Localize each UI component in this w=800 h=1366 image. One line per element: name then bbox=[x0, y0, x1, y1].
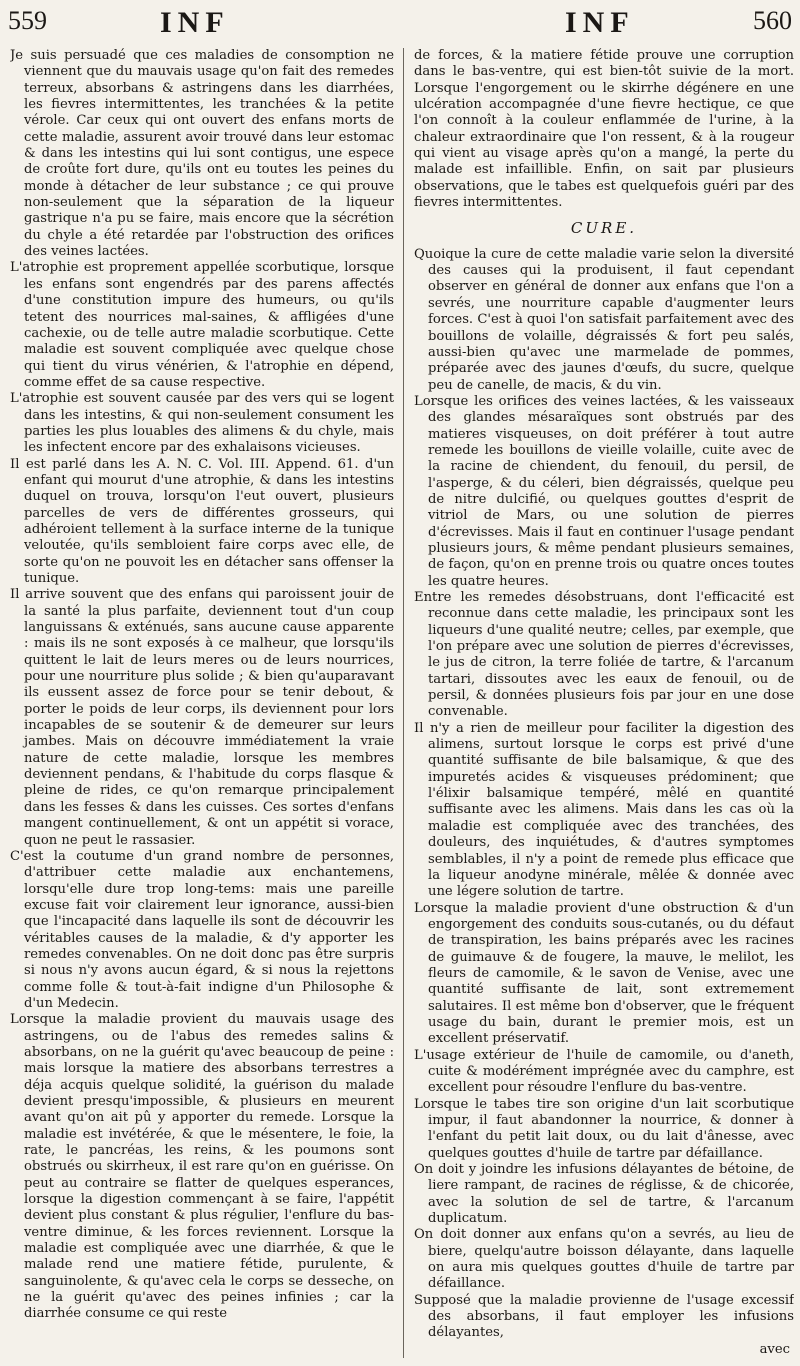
paragraph: C'est la coutume d'un grand nombre de personnes, d'attribuer cette maladie aux enchantemens, lorsqu'elle dure trop long-tems: mais une pareille excuse fait voir clairement leur ignorance, aussi-bien que l'incapacité dans laquelle ils sont de découvrir les véritables causes de la maladie, & d'y apporter les remedes convenables. On ne doit donc pas être surpris si nous n'y avons aucun égard, & si nous la rejettons comme folle & tout-à-fait indigne d'un Philosophe & d'un Medecin. bbox=[10, 848, 394, 1011]
paragraph: Il est parlé dans les A. N. C. Vol. III. Append. 61. d'un enfant qui mourut d'une atrophie, & dans les intestins duquel on trouva, lorsqu'on l'eut ouvert, plusieurs parcelles de vers de différentes grosseurs, qui adhéroient tellement à la surface interne de la tunique veloutée, qu'ils sembloient faire corps avec elle, de sorte qu'on ne pouvoit les en détacher sans offenser la tunique. bbox=[10, 456, 394, 586]
paragraph: Lorsque les orifices des veines lactées, & les vaisseaux des glandes mésaraïques sont obstrués par des matieres visqueuses, on doit préférer à tout autre remede les bouillons de vieille volaille, cuite avec de la racine de chiendent, du fenouil, du persil, de l'asperge, & du céleri, bien dégraissés, quelque peu de nitre dulcifié, ou quelques gouttes d'esprit de vitriol de Mars, ou une solution de pierres d'écrevisses. Mais il faut en continuer l'usage pendant plusieurs jours, & même pendant plusieurs semaines, de façon, qu'on en prenne trois ou quatre onces toutes les quatre heures. bbox=[414, 393, 794, 589]
right-running-head: INF bbox=[565, 6, 635, 39]
page-header bbox=[0, 0, 800, 50]
paragraph: Lorsque la maladie provient d'une obstruction & d'un engorgement des conduits sous-cutanés, ou du défaut de transpiration, les bains préparés avec les racines de guimauve & de fougere, la mauve, le melilot, les fleurs de camomile, & le savon de Venise, avec une quantité suffisante de lait, sont extremement salutaires. Il est même bon d'observer, que le fréquent usage du bain, durant le premier mois, est un excellent préservatif. bbox=[414, 900, 794, 1047]
paragraph: L'atrophie est proprement appellée scorbutique, lorsque les enfans sont engendrés par des parens affectés d'une constitution impure des humeurs, ou qu'ils tetent des nourrices mal-saines, & affligées d'une cachexie, ou de telle autre maladie scorbutique. Cette maladie est souvent compliquée avec quelque chose qui tient du virus vénérien, & l'atrophie en dépend, comme effet de sa cause respective. bbox=[10, 260, 394, 390]
paragraph: On doit y joindre les infusions délayantes de bétoine, de liere rampant, de racines de réglisse, & de chicorée, avec la solution de sel de tartre, & l'arcanum duplicatum. bbox=[414, 1162, 794, 1227]
left-running-head: INF bbox=[160, 6, 230, 39]
section-heading: CURE. bbox=[570, 219, 638, 238]
paragraph: Il n'y a rien de meilleur pour faciliter la digestion des alimens, surtout lorsque le corps est privé d'une quantité suffisante de bile balsamique, & que des impuretés acides & visqueuses prédominent; que l'élixir balsamique tempéré, mêlé en quantité suffisante avec les alimens. Mais dans les cas où la maladie est compliquée avec des tranchées, des douleurs, des inquiétudes, & d'autres symptomes semblables, il n'y a point de remede plus efficace que la liqueur anodyne minérale, mêlée & donnée avec une légere solution de tartre. bbox=[414, 720, 794, 900]
catchword: avec bbox=[759, 1341, 790, 1357]
paragraph: Quoique la cure de cette maladie varie selon la diversité des causes qui la produisent, il faut cependant observer en général de donner aux enfans que l'on a sevrés, une nourriture capable d'augmenter leurs forces. C'est à quoi l'on satisfait parfaitement avec des bouillons de volaille, dégraissés & fort peu salés, aussi-bien qu'avec une marmelade de pommes, préparée avec des jaunes d'œufs, du sucre, quelque peu de canelle, de macis, & du vin. bbox=[414, 246, 794, 393]
paragraph: Je suis persuadé que ces maladies de consomption ne viennent que du mauvais usage qu'on fait des remedes terreux, absorbans & astringens dans les diarrhées, les fievres intermittentes, les tranchées & la petite vérole. Car ceux qui ont ouvert des enfans morts de cette maladie, assurent avoir trouvé dans leur estomac & dans les intestins qui lui sont contigus, une espece de croûte fort dure, qu'ils ont eu toutes les peines du monde à détacher de leur substance ; ce qui prouve non-seulement que la séparation de la liqueur gastrique n'a pu se faire, mais encore que la sécrétion du chyle a été retardée par l'obstruction des orifices des veines lactées. bbox=[10, 48, 394, 260]
left-column bbox=[10, 48, 394, 1358]
paragraph: de forces, & la matiere fétide prouve une corruption dans le bas-ventre, qui est bien-tôt suivie de la mort. Lorsque l'engorgement ou le skirrhe dégénere en une ulcération accompagnée d'une fievre hectique, ce que l'on connoît à la couleur enflammée de l'urine, à la chaleur extraordinaire que l'on ressent, & à la rougeur qui vient au visage après qu'on a mangé, la perte du malade est infaillible. Enfin, on sait par plusieurs observations, que le tabes est quelquefois guéri par des fievres intermittentes. bbox=[414, 48, 794, 211]
paragraph: Lorsque le tabes tire son origine d'un lait scorbutique impur, il faut abandonner la nourrice, & donner à l'enfant du petit lait doux, ou du lait d'ânesse, avec quelques gouttes d'huile de tartre par défaillance. bbox=[414, 1096, 794, 1161]
right-page-number: 560 bbox=[753, 6, 792, 35]
left-page-number: 559 bbox=[8, 6, 47, 35]
paragraph: On doit donner aux enfans qu'on a sevrés, au lieu de biere, quelqu'autre boisson délayante, dans laquelle on aura mis quelques gouttes d'huile de tartre par défaillance. bbox=[414, 1227, 794, 1292]
paragraph: Supposé que la maladie provienne de l'usage excessif des absorbans, il faut employer les infusions délayantes, bbox=[414, 1292, 794, 1341]
paragraph: Lorsque la maladie provient du mauvais usage des astringens, ou de l'abus des remedes salins & absorbans, on ne la guérit qu'avec beaucoup de peine : mais lorsque la matiere des absorbans terrestres a déja acquis quelque solidité, la guérison du malade devient presqu'impossible, & plusieurs en meurent avant qu'on ait pû y apporter du remede. Lorsque la maladie est invétérée, & que le mésentere, le foie, la rate, le pancréas, les reins, & les poumons sont obstrués ou skirrheux, il est rare qu'on en guérisse. On peut au contraire se flatter de quelques esperances, lorsque la digestion commençant à se faire, l'appétit devient plus constant & plus régulier, l'enflure du bas-ventre diminue, & les forces reviennent. Lorsque la maladie est compliquée avec une diarrhée, & que le malade rend une matiere fétide, purulente, & sanguinolente, & qu'avec cela le corps se desseche, on ne la guérit qu'avec des peines infinies ; car la diarrhée consume ce qui reste bbox=[10, 1012, 394, 1322]
paragraph: Entre les remedes désobstruans, dont l'efficacité est reconnue dans cette maladie, les principaux sont les liqueurs d'une qualité neutre; celles, par exemple, que l'on prépare avec une solution de pierres d'écrevisses, le jus de citron, la terre foliée de tartre, & l'arcanum tartari, dissoutes avec les eaux de fenouil, ou de persil, & données plusieurs fois par jour en une dose convenable. bbox=[414, 590, 794, 720]
column-divider bbox=[403, 48, 404, 1358]
right-column bbox=[414, 48, 794, 1358]
paragraph: L'atrophie est souvent causée par des vers qui se logent dans les intestins, & qui non-seulement consument les parties les plus louables des alimens & du chyle, mais les infectent encore par des exhalaisons vicieuses. bbox=[10, 391, 394, 456]
paragraph: L'usage extérieur de l'huile de camomile, ou d'aneth, cuite & modérément imprégnée avec du camphre, est excellent pour résoudre l'enflure du bas-ventre. bbox=[414, 1047, 794, 1096]
paragraph: Il arrive souvent que des enfans qui paroissent jouir de la santé la plus parfaite, deviennent tout d'un coup languissans & exténués, sans aucune cause apparente : mais ils ne sont exposés à ce malheur, que lorsqu'ils quittent le lait de leurs meres ou de leurs nourrices, pour une nourriture plus solide ; & bien qu'auparavant ils eussent assez de force pour se tenir debout, & porter le poids de leur corps, ils deviennent pour lors incapables de se soutenir & de demeurer sur leurs jambes. Mais on découvre immédiatement la vraie nature de cette maladie, lorsque les membres deviennent pendans, & l'habitude du corps flasque & pleine de rides, ce qu'on remarque principalement dans les fesses & dans les cuisses. Ces sortes d'enfans mangent continuellement, & ont un appétit si vorace, quon ne peut le rassasier. bbox=[10, 587, 394, 848]
